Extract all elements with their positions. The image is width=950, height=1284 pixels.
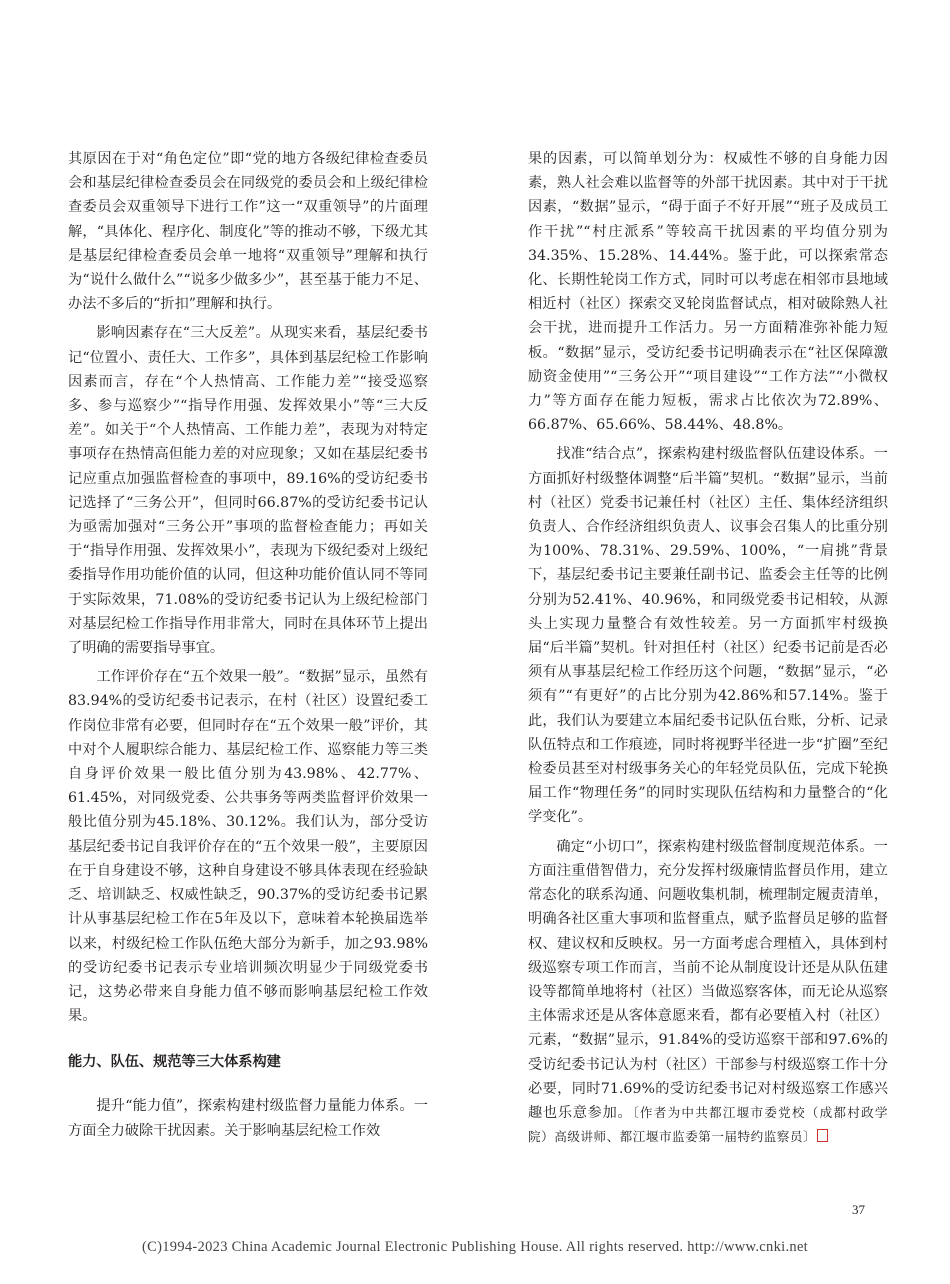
left-column xyxy=(68,147,428,1148)
paragraph: 影响因素存在“三大反差”。从现实来看，基层纪委书记“位置小、责任大、工作多”，具体到基层纪检工作影响因素而言，存在“个人热情高、工作能力差”“接受巡察多、参与巡察少”“指导作用强、发挥效果小”等“三大反差”。如关于“个人热情高、工作能力差”，表现为对特定事项存在热情高但能力差的对应现象；又如在基层纪委书记应重点加强监督检查的事项中，89.16%的受访纪委书记选择了“三务公开”，但同时66.87%的受访纪委书记认为亟需加强对“三务公开”事项的监督检查能力；再如关于“指导作用强、发挥效果小”，表现为下级纪委对上级纪委指导作用功能价值的认同，但这种功能价值认同不等同于实际效果，71.08%的受访纪委书记认为上级纪检部门对基层纪检工作指导作用非常大，同时在具体环节上提出了明确的需要指导事宜。 xyxy=(68,325,428,657)
copyright-footer: (C)1994-2023 China Academic Journal Electronic Publishing House. All rights reserved. http://www.cnki.net xyxy=(141,1239,809,1255)
section-heading: 能力、队伍、规范等三大体系构建 xyxy=(68,1054,281,1071)
paragraph-text: 确定“小切口”，探索构建村级监督制度规范体系。一方面注重借智借力，充分发挥村级廉情监督员作用，建立常态化的联系沟通、问题收集机制，梳理制定履责清单，明确各社区重大事项和监督重点，赋予监督员足够的监督权、建议权和反映权。另一方面考虑合理植入，具体到村级巡察专项工作而言，当前不论从制度设计还是从队伍建设等都简单地将村（社区）当做巡察客体，而无论从巡察主体需求还是从客体意愿来看，都有必要植入村（社区）元素，“数据”显示，91.84%的受访巡察干部和97.6%的受访纪委书记认为村（社区）干部参与村级巡察工作十分必要，同时71.69%的受访纪委书记对村级巡察工作感兴趣也乐意参加。 xyxy=(528,838,888,1121)
paragraph xyxy=(528,835,888,1150)
paragraph: 找准“结合点”，探索构建村级监督队伍建设体系。一方面抓好村级整体调整“后半篇”契机。“数据”显示，当前村（社区）党委书记兼任村（社区）主任、集体经济组织负责人、合作经济组织负责人、议事会召集人的比重分别为100%、78.31%、29.59%、100%，“一肩挑”背景下，基层纪委书记主要兼任副书记、监委会主任等的比例分别为52.41%、40.96%，和同级党委书记相较，从源头上实现力量整合有效性较差。另一方面抓牢村级换届“后半篇”契机。针对担任村（社区）纪委书记前是否必须有从事基层纪检工作经历这个问题，“数据”显示，“必须有”“有更好”的占比分别为42.86%和57.14%。鉴于此，我们认为要建立本届纪委书记队伍台账，分析、记录队伍特点和工作痕迹，同时将视野半径进一步“扩圈”至纪检委员甚至对村级事务关心的年轻党员队伍，完成下轮换届工作“物理任务”的同时实现队伍结构和力量整合的“化学变化”。 xyxy=(528,446,888,826)
paragraph: 工作评价存在“五个效果一般”。“数据”显示，虽然有83.94%的受访纪委书记表示，在村（社区）设置纪委工作岗位非常有必要，但同时存在“五个效果一般”评价，其中对个人履职综合能力、基层纪检工作、巡察能力等三类自身评价效果一般比值分别为43.98%、42.77%、61.45%，对同级党委、公共事务等两类监督评价效果一般比值分别为45.18%、30.12%。我们认为，部分受访基层纪委书记自我评价存在的“五个效果一般”，主要原因在于自身建设不够，这种自身建设不够具体表现在经验缺乏、培训缺乏、权威性缺乏，90.37%的受访纪委书记累计从事基层纪检工作在5年及以下，意味着本轮换届选举以来，村级纪检工作队伍绝大部分为新手，加之93.98%的受访纪委书记表示专业培训频次明显少于同级党委书记，这势必带来自身能力值不够而影响基层纪检工作效果。 xyxy=(68,669,428,1025)
author-note: 〔作者为中共都江堰市委党校（成都村政学院）高级讲师、都江堰市监委第一届特约监察员〕 xyxy=(528,1104,888,1145)
right-column xyxy=(528,147,888,1154)
page-number: 37 xyxy=(852,1202,865,1217)
paragraph: 其原因在于对“角色定位”即“党的地方各级纪律检查委员会和基层纪律检查委员会在同级党的委员会和上级纪律检查委员会双重领导下进行工作”这一“双重领导”的片面理解，“具体化、程序化、制度化”等的推动不够，下级尤其是基层纪律检查委员会单一地将“双重领导”理解和执行为“说什么做什么”“说多少做多少”，甚至基于能力不足、办法不多后的“折扣”理解和执行。 xyxy=(68,151,428,313)
paragraph: 果的因素，可以简单划分为：权威性不够的自身能力因素，熟人社会难以监督等的外部干扰因素。其中对于干扰因素，“数据”显示，“碍于面子不好开展”“班子及成员工作干扰”“村庄派系”等较高干扰因素的平均值分别为34.35%、15.28%、14.44%。鉴于此，可以探索常态化、长期性轮岗工作方式，同时可以考虑在相邻市县地域相近村（社区）探索交叉轮岗监督试点，相对破除熟人社会干扰，进而提升工作活力。另一方面精准弥补能力短板。“数据”显示，受访纪委书记明确表示在“社区保障激励资金使用”“三务公开”“项目建设”“工作方法”“小微权力”等方面存在能力短板，需求占比依次为72.89%、66.87%、65.66%、58.44%、48.8%。 xyxy=(528,151,888,434)
end-mark-icon xyxy=(817,1129,828,1142)
paragraph: 提升“能力值”，探索构建村级监督力量能力体系。一方面全力破除干扰因素。关于影响基层纪检工作效 xyxy=(68,1098,428,1139)
